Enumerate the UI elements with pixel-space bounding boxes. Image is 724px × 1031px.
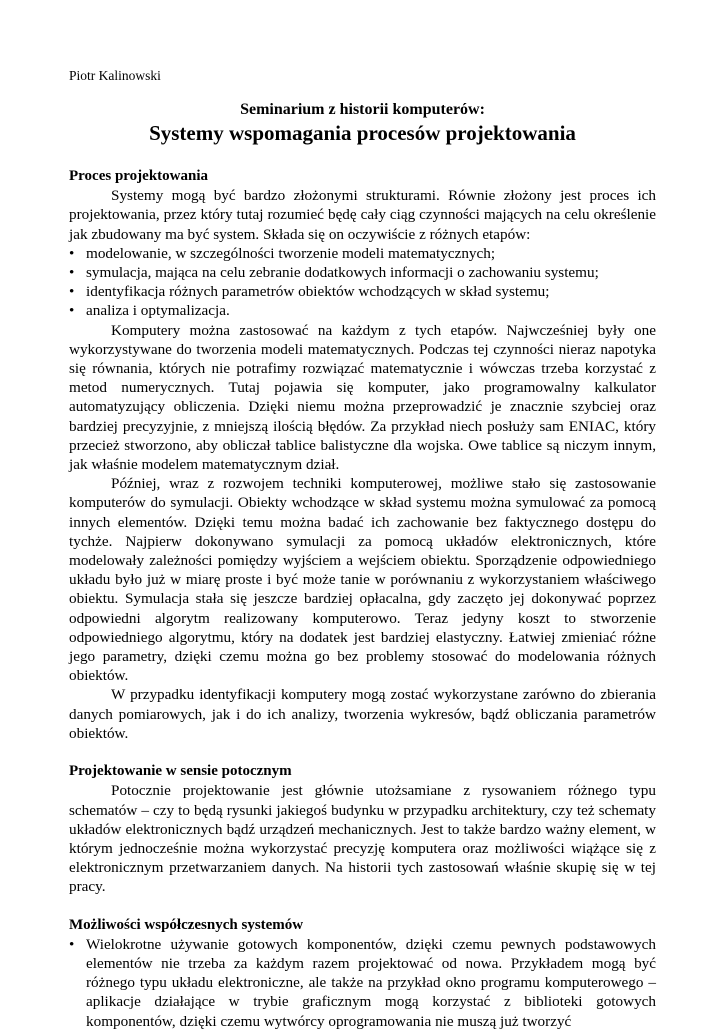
paragraph: Komputery można zastosować na każdym z tych etapów. Najwcześniej były one wykorzystywane do tworzenia modeli matematycznych. Podczas tej czynności nieraz napotyka się równania, których nie potrafimy rozwiązać matematycznie i wówczas trzeba korzystać z metod numerycznych. Tutaj pojawia się komputer, jako programowalny kalkulator automatyzujący obliczenia. Dzięki niemu można przeprowadzić je znacznie szybciej oraz bardziej precyzyjnie, z mniejszą ilością błędów. Za przykład niech posłuży sam ENIAC, który przecież stworzono, aby obliczał tablice balistyczne dla wojska. Owe tablice są niczym innym, jak właśnie modelem matematycznym dział. [69,321,656,474]
section-mozliwosci-systemow [69,916,656,1031]
document-title: Systemy wspomagania procesów projektowania [149,121,576,145]
paragraph: Systemy mogą być bardzo złożonymi strukturami. Równie złożony jest proces ich projektowania, przez który tutaj rozumieć będę cały ciąg czynności mających na celu określenie jak zbudowany ma być system. Składa się on oczywiście z różnych etapów: [69,187,656,243]
document-body [69,167,656,1031]
section-projektowanie-potoczne [69,762,656,896]
title-block [69,100,656,146]
list-item: • symulacja, mająca na celu zebranie dodatkowych informacji o zachowaniu systemu; [69,263,656,282]
section-heading: Możliwości współczesnych systemów [69,916,304,933]
paragraph: Później, wraz z rozwojem techniki komputerowej, możliwe stało się zastosowanie komputerów do symulacji. Obiekty wchodzące w skład systemu można symulować za pomocą innych elementów. Dzięki temu można badać ich zachowanie bez faktycznego dostępu do tychże. Najpierw dokonywano symulacji za pomocą układów elektronicznych, które modelowały zależności pomiędzy wyjściem a wejściem obiektu. Sporządzenie odpowiedniego układu było już w miarę proste i być może tanie w porównaniu z wykorzystaniem właściwego obiektu. Symulacja stała się jeszcze bardziej opłacalna, gdy zaczęto jej dokonywać poprzez odpowiedni algorytm realizowany komputerowo. Teraz jedyny koszt to stworzenie odpowiedniego algorytmu, który na dodatek jest bardziej elastyczny. Łatwiej zmieniać różne jego parametry, dzięki czemu można go bez problemy stosować do modelowania różnych obiektów. [69,475,656,685]
section-heading: Projektowanie w sensie potocznym [69,763,292,780]
capabilities-list [69,935,656,1031]
section-spacer [69,743,656,762]
author-name: Piotr Kalinowski [69,68,161,83]
stages-list [69,244,656,321]
section-spacer [69,897,656,916]
paragraph: Potocznie projektowanie jest głównie utożsamiane z rysowaniem różnego typu schematów – czy to będą rysunki jakiegoś budynku w przypadku architektury, czy też schematy układów elektronicznych bądź urządzeń mechanicznych. Jest to także bardzo ważny element, w którym jednocześnie można wykorzystać precyzję komputera oraz możliwości wiążące się z elektronicznym przetwarzaniem danych. Na historii tych zastosowań właśnie skupię się w tej pracy. [69,782,656,896]
paragraph: W przypadku identyfikacji komputery mogą zostać wykorzystane zarówno do zbierania danych pomiarowych, jak i do ich analizy, tworzenia wykresów, bądź obliczania parametrów obiektów. [69,686,656,742]
list-item: • analiza i optymalizacja. [69,301,656,320]
section-heading: Proces projektowania [69,168,209,184]
list-item: • modelowanie, w szczególności tworzenie modeli matematycznych; [69,244,656,263]
section-proces-projektowania [69,167,656,743]
list-item: • Wielokrotne używanie gotowych komponentów, dzięki czemu pewnych podstawowych elementów nie trzeba za każdym razem projektować od nowa. Przykładem mogą być różnego typu układu elektroniczne, ale także na przykład okno programu komputerowego – aplikacje działające w trybie graficznym mogą korzystać z biblioteki gotowych komponentów, dzięki czemu wytwórcy oprogramowania nie muszą już tworzyć [69,935,656,1031]
document-subtitle: Seminarium z historii komputerów: [240,101,485,118]
list-item: • identyfikacja różnych parametrów obiektów wchodzących w skład systemu; [69,282,656,301]
